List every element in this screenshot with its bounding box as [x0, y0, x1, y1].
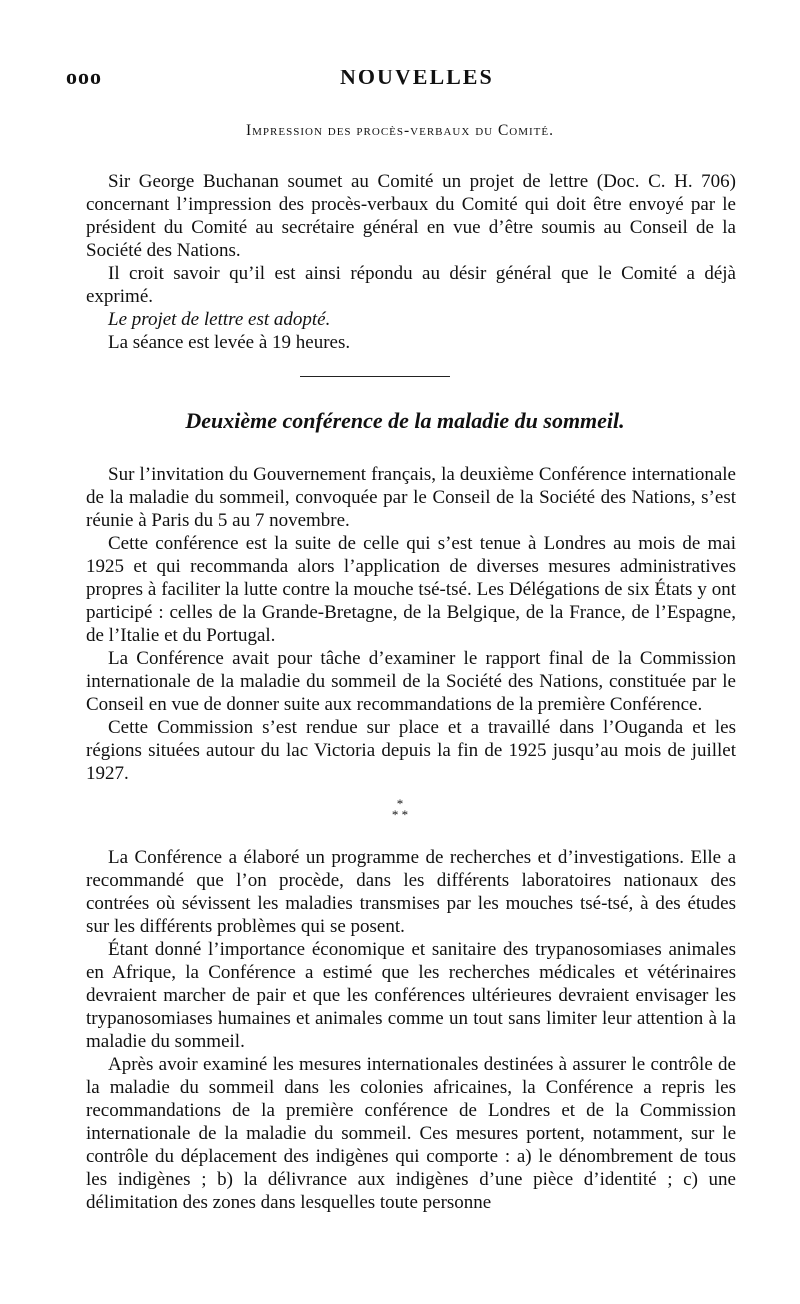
paragraph: Sur l’invitation du Gouvernement français, la deuxième Conférence internationale de la maladie du sommeil, convoquée par le Conseil de la Société des Nations, s’est réunie à Paris du 5 au 7 novembre. — [86, 464, 736, 531]
paragraph: La Conférence avait pour tâche d’examiner le rapport final de la Commission internationale de la maladie du sommeil de la Société des Nations, constituée par le Conseil en vue de donner suite aux recommandations de la première Conférence. — [86, 648, 736, 715]
section-divider — [300, 376, 450, 377]
section-heading: Impression des procès-verbaux du Comité. — [245, 122, 554, 139]
running-head-title: NOUVELLES — [340, 70, 494, 89]
adoption-note: Le projet de lettre est adopté. — [108, 309, 331, 330]
running-head — [0, 70, 800, 100]
paragraph: Il croit savoir qu’il est ainsi répondu au désir général que le Comité a déjà exprimé. — [86, 263, 736, 307]
paragraph: La Conférence a élaboré un programme de recherches et d’investigations. Elle a recommandé que l’on procède, dans les différents laboratoires nationaux des contrées où sévissent les maladies transmises par les mouches tsé-tsé, à des études sur les différents problèmes qui se posent. — [86, 847, 736, 937]
article-title: Deuxième conférence de la maladie du sommeil. — [185, 408, 625, 433]
article-body-continued — [86, 846, 736, 1214]
paragraph: Cette conférence est la suite de celle qui s’est tenue à Londres au mois de mai 1925 et qui recommanda alors l’application de diverses mesures administratives propres à faciliter la lutte contre la mouche tsé-tsé. Les Délégations de six États y ont participé : celles de la Grande-Bretagne, de la Belgique, de la France, de l’Espagne, de l’Italie et du Portugal. — [86, 533, 736, 646]
page-number: ooo — [66, 70, 102, 89]
paragraph: Sir George Buchanan soumet au Comité un projet de lettre (Doc. C. H. 706) concernant l’impression des procès-verbaux du Comité qui doit être envoyé par le président du Comité au secrétaire général en vue d’être soumis au Conseil de la Société des Nations. — [86, 171, 736, 261]
paragraph: Après avoir examiné les mesures internationales destinées à assurer le contrôle de la maladie du sommeil dans les colonies africaines, la Conférence a repris les recommandations de la première conférence de Londres et de la Commission internationale de la maladie du sommeil. Ces mesures portent, notamment, sur le contrôle du déplacement des indigènes qui comporte : a) le dénombrement de tous les indigènes ; b) la délivrance aux indigènes d’une pièce d’identité ; c) une délimitation des zones dans lesquelles toute personne — [86, 1054, 736, 1213]
section-body — [86, 170, 736, 354]
article-body — [86, 463, 736, 785]
paragraph: Étant donné l’importance économique et sanitaire des trypanosomiases animales en Afrique, la Conférence a estimé que les recherches médicales et vétérinaires devraient marcher de pair et que les conférences ultérieures devraient envisager les trypanosomiases humaines et animales comme un tout sans limiter leur attention à la maladie du sommeil. — [86, 939, 736, 1052]
paragraph: La séance est levée à 19 heures. — [108, 332, 351, 353]
asterism: * * * — [391, 796, 409, 822]
paragraph: Cette Commission s’est rendue sur place et a travaillé dans l’Ouganda et les régions situées autour du lac Victoria depuis la fin de 1925 jusqu’au mois de juillet 1927. — [86, 717, 736, 784]
